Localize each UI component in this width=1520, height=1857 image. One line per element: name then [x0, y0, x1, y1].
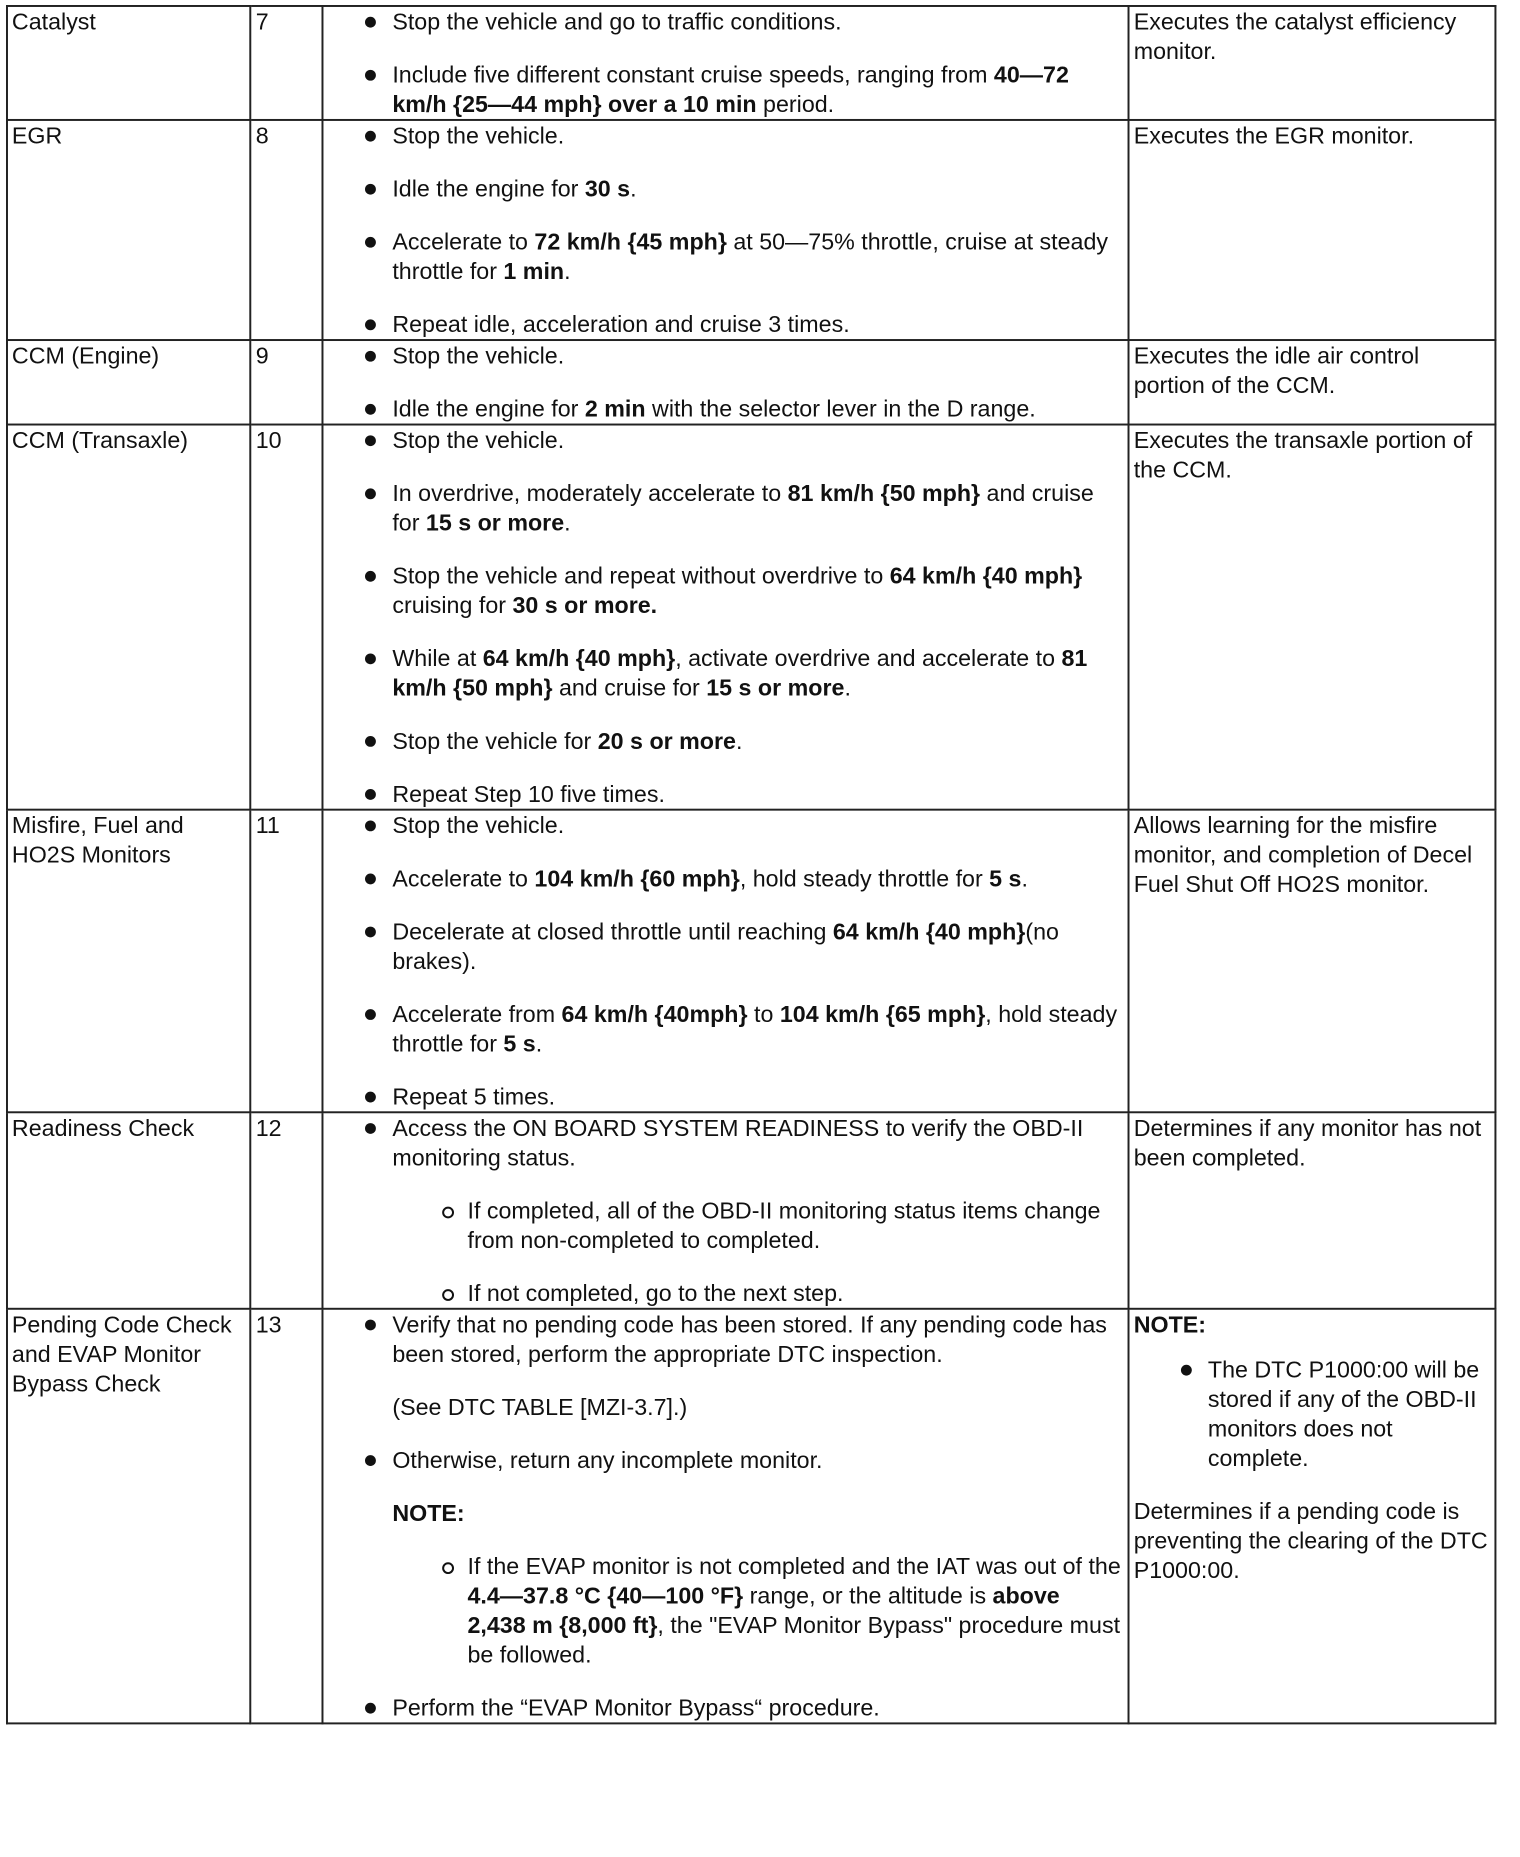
procedure-bullet: Stop the vehicle and go to traffic conditions. [327, 7, 1124, 36]
procedure-bullet: Verify that no pending code has been stored. If any pending code has been stored, perform the appropriate DTC inspection. [327, 1310, 1124, 1369]
monitor-cell: Misfire, Fuel and HO2S Monitors [7, 810, 251, 1113]
procedure-sub-bullet: If not completed, go to the next step. [327, 1278, 1124, 1307]
procedure-bullet: Stop the vehicle for 20 s or more. [327, 726, 1124, 755]
bullet-icon [365, 1009, 376, 1020]
table-row [7, 810, 1495, 1113]
table-row [7, 6, 1495, 120]
procedure-bullet: Perform the “EVAP Monitor Bypass“ procedure. [327, 1693, 1124, 1722]
bullet-icon [365, 237, 376, 248]
procedure-cell [322, 1112, 1129, 1309]
remarks-cell: Determines if any monitor has not been completed. [1129, 1112, 1496, 1309]
procedure-sub-bullet: If completed, all of the OBD-II monitoring status items change from non-completed to completed. [327, 1196, 1124, 1255]
remarks-cell [1129, 1309, 1496, 1724]
procedure-cell [322, 810, 1129, 1113]
bullet-icon [365, 70, 376, 81]
circle-bullet-icon [442, 1562, 454, 1574]
bullet-icon [1181, 1365, 1192, 1376]
procedure-bullet: Accelerate to 72 km/h {45 mph} at 50—75% throttle, cruise at steady throttle for 1 min. [327, 227, 1124, 286]
procedure-bullet: Repeat Step 10 five times. [327, 779, 1124, 808]
circle-bullet-icon [442, 1207, 454, 1219]
bullet-icon [365, 736, 376, 747]
bullet-icon [365, 435, 376, 446]
bullet-icon [365, 1455, 376, 1466]
procedure-bullet: Decelerate at closed throttle until reaching 64 km/h {40 mph}(no brakes). [327, 917, 1124, 976]
bullet-icon [365, 653, 376, 664]
procedure-bullet: Include five different constant cruise speeds, ranging from 40—72 km/h {25—44 mph} over a 10 min period. [327, 60, 1124, 119]
procedure-cell [322, 120, 1129, 340]
procedure-cell [322, 340, 1129, 424]
bullet-icon [365, 789, 376, 800]
procedure-bullet: Stop the vehicle and repeat without overdrive to 64 km/h {40 mph} cruising for 30 s or more. [327, 561, 1124, 620]
procedure-bullet: While at 64 km/h {40 mph}, activate overdrive and accelerate to 81 km/h {50 mph} and cruise for 15 s or more. [327, 644, 1124, 703]
procedure-bullet: Stop the vehicle. [327, 341, 1124, 370]
remarks-cell: Allows learning for the misfire monitor, and completion of Decel Fuel Shut Off HO2S monitor. [1129, 810, 1496, 1113]
bullet-icon [365, 1123, 376, 1134]
bullet-icon [365, 184, 376, 195]
bullet-icon [365, 1320, 376, 1331]
bullet-icon [365, 351, 376, 362]
procedure-bullet: Idle the engine for 2 min with the selector lever in the D range. [327, 394, 1124, 423]
step-cell: 7 [251, 6, 322, 120]
monitor-cell: Catalyst [7, 6, 251, 120]
bullet-icon [365, 1703, 376, 1714]
remarks-text: Determines if a pending code is preventing the clearing of the DTC P1000:00. [1133, 1498, 1488, 1583]
procedure-bullet: Repeat idle, acceleration and cruise 3 times. [327, 310, 1124, 339]
procedure-bullet: Access the ON BOARD SYSTEM READINESS to verify the OBD-II monitoring status. [327, 1113, 1124, 1172]
table-row [7, 340, 1495, 424]
bullet-icon [365, 488, 376, 499]
bullet-icon [365, 927, 376, 938]
bullet-icon [365, 874, 376, 885]
remarks-bullet: The DTC P1000:00 will be stored if any of the OBD-II monitors does not complete. [1134, 1355, 1491, 1473]
procedure-bullet: Stop the vehicle. [327, 426, 1124, 455]
remarks-cell: Executes the catalyst efficiency monitor. [1129, 6, 1496, 120]
table-row [7, 425, 1495, 810]
table-row [7, 1112, 1495, 1309]
bullet-icon [365, 1092, 376, 1103]
dtc-table-reference: (See DTC TABLE [MZI-3.7].) [392, 1394, 688, 1420]
table-row [7, 120, 1495, 340]
bullet-icon [365, 319, 376, 330]
monitor-cell: CCM (Engine) [7, 340, 251, 424]
circle-bullet-icon [442, 1289, 454, 1301]
procedure-bullet: Repeat 5 times. [327, 1082, 1124, 1111]
procedure-sub-bullet: If the EVAP monitor is not completed and the IAT was out of the 4.4—37.8 °C {40—100 °F} range, or the altitude is above 2,438 m {8,000 ft}, the "EVAP Monitor Bypass" procedure must be followed. [327, 1551, 1124, 1669]
monitor-cell: CCM (Transaxle) [7, 425, 251, 810]
drive-mode-table [6, 5, 1496, 1724]
procedure-bullet: Accelerate from 64 km/h {40mph} to 104 km/h {65 mph}, hold steady throttle for 5 s. [327, 999, 1124, 1058]
step-cell: 10 [251, 425, 322, 810]
procedure-bullet: Accelerate to 104 km/h {60 mph}, hold steady throttle for 5 s. [327, 864, 1124, 893]
bullet-icon [365, 131, 376, 142]
monitor-cell: Readiness Check [7, 1112, 251, 1309]
note-label: NOTE: [1133, 1311, 1207, 1338]
step-cell: 13 [251, 1309, 322, 1724]
procedure-bullet: In overdrive, moderately accelerate to 81 km/h {50 mph} and cruise for 15 s or more. [327, 479, 1124, 538]
drive-mode-table-page [6, 5, 1496, 1857]
bullet-icon [365, 820, 376, 831]
step-cell: 12 [251, 1112, 322, 1309]
step-cell: 11 [251, 810, 322, 1113]
bullet-icon [365, 571, 376, 582]
step-cell: 8 [251, 120, 322, 340]
procedure-bullet: Otherwise, return any incomplete monitor. [327, 1445, 1124, 1474]
procedure-cell [322, 6, 1129, 120]
procedure-bullet: Idle the engine for 30 s. [327, 174, 1124, 203]
monitor-cell: Pending Code Check and EVAP Monitor Bypass Check [7, 1309, 251, 1724]
remarks-cell: Executes the transaxle portion of the CCM. [1129, 425, 1496, 810]
note-label: NOTE: [392, 1500, 465, 1526]
procedure-bullet: Stop the vehicle. [327, 811, 1124, 840]
procedure-bullet: Stop the vehicle. [327, 121, 1124, 150]
procedure-cell [322, 1309, 1129, 1724]
remarks-cell: Executes the EGR monitor. [1129, 120, 1496, 340]
table-row [7, 1309, 1495, 1724]
step-cell: 9 [251, 340, 322, 424]
bullet-icon [365, 17, 376, 28]
bullet-icon [365, 404, 376, 415]
procedure-cell [322, 425, 1129, 810]
monitor-cell: EGR [7, 120, 251, 340]
remarks-cell: Executes the idle air control portion of the CCM. [1129, 340, 1496, 424]
